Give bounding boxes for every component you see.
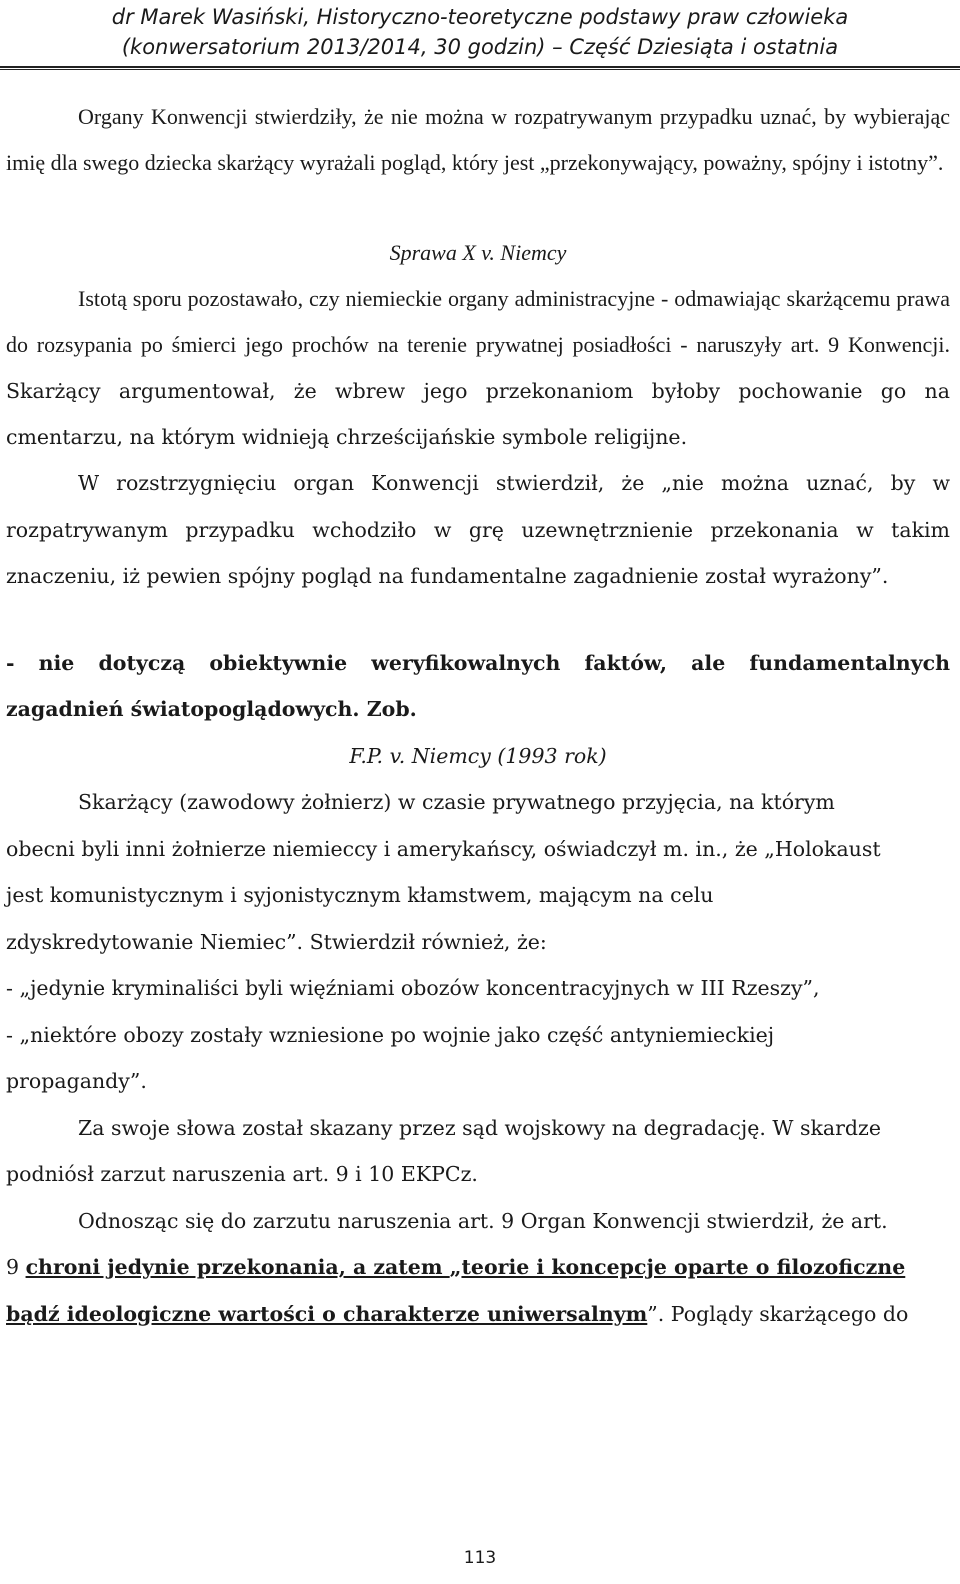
art9-rest: ”. Poglądy skarżącego do (647, 1301, 909, 1326)
spacer (6, 186, 950, 230)
header-line-1: dr Marek Wasiński, Historyczno-teoretyczne podstawy praw człowieka (111, 5, 849, 29)
spacer (6, 600, 950, 640)
quote-item-1: - „jedynie kryminaliści byli więźniami obozów koncentracyjnych w III Rzeszy”, (6, 976, 820, 1000)
paragraph-sentence-line-1: Za swoje słowa został skazany przez sąd wojskowy na degradację. W skardze (78, 1115, 881, 1140)
art9-underlined-2: teorie i koncepcje oparte o filozoficzne (461, 1255, 906, 1279)
paragraph-fp-line-3: jest komunistycznym i syjonistycznym kłamstwem, mającym na celu (6, 883, 714, 907)
case-title-fp-v-niemcy: F.P. v. Niemcy (1993 rok) (349, 743, 607, 768)
bold-point: - nie dotyczą obiektywnie weryfikowalnych faktów, ale fundamentalnych zagadnień światopoglądowych. Zob. (6, 650, 950, 721)
art9-underlined-3: bądź ideologiczne wartości o charakterze uniwersalnym (6, 1301, 648, 1326)
header-line-2: (konwersatorium 2013/2014, 30 godzin) – Część Dziesiąta i ostatnia (121, 35, 839, 59)
paragraph-fp-line-1: Skarżący (zawodowy żołnierz) w czasie prywatnego przyjęcia, na którym (78, 790, 835, 814)
paragraph-conclusion: Organy Konwencji stwierdziły, że nie można w rozpatrywanym przypadku uznać, by wybierając imię dla swego dziecka skarżący wyrażali pogląd, który jest „przekonywający, poważny, spójny i istotny”. (6, 104, 950, 175)
paragraph-art9-line-1: Odnosząc się do zarzutu naruszenia art. 9 Organ Konwencji stwierdził, że art. (78, 1208, 888, 1233)
page-number: 113 (463, 1548, 497, 1568)
case-title-x-v-niemcy: Sprawa X v. Niemcy (389, 240, 567, 265)
paragraph-art9-line-3 (6, 1291, 950, 1338)
case-argument-text: Skarżący argumentował, że wbrew jego przekonaniom byłoby pochowanie go na cmentarzu, na którym widnieją chrześcijańskie symbole religijne. (6, 379, 950, 449)
art9-prefix: 9 (6, 1255, 26, 1279)
paragraph-case-facts (6, 276, 950, 460)
page-body (6, 94, 950, 1337)
case-facts-text: Istotą sporu pozostawało, czy niemieckie organy administracyjne - odmawiając skarżącemu prawa do rozsypania po śmierci jego prochów na terenie prywatnej posiadłości - naruszyły art. 9 Konwencji. (6, 286, 950, 357)
quote-item-2-cont: propagandy”. (6, 1069, 147, 1093)
art9-underlined-1: chroni jedynie przekonania, a zatem (25, 1255, 450, 1279)
header-rule (0, 66, 960, 68)
running-header (0, 2, 960, 62)
quote-item-2: - „niektóre obozy zostały wzniesione po wojnie jako część antyniemieckiej (6, 1022, 775, 1047)
paragraph-sentence-line-2: podniósł zarzut naruszenia art. 9 i 10 EKPCz. (6, 1162, 478, 1186)
paragraph-fp-line-4: zdyskredytowanie Niemiec”. Stwierdził również, że: (6, 929, 547, 954)
paragraph-art9-line-2 (6, 1244, 950, 1291)
art9-quote-open: „ (449, 1255, 462, 1279)
header-rule-thin (0, 69, 960, 70)
paragraph-ruling: W rozstrzygnięciu organ Konwencji stwierdził, że „nie można uznać, by w rozpatrywanym przypadku wchodziło w grę uzewnętrznienie przekonania w takim znaczeniu, iż pewien spójny pogląd na fundamentalne zagadnienie został wyrażony”. (6, 471, 950, 588)
paragraph-fp-line-2: obecni byli inni żołnierze niemieccy i amerykańscy, oświadczył m. in., że „Holokaust (6, 836, 881, 861)
